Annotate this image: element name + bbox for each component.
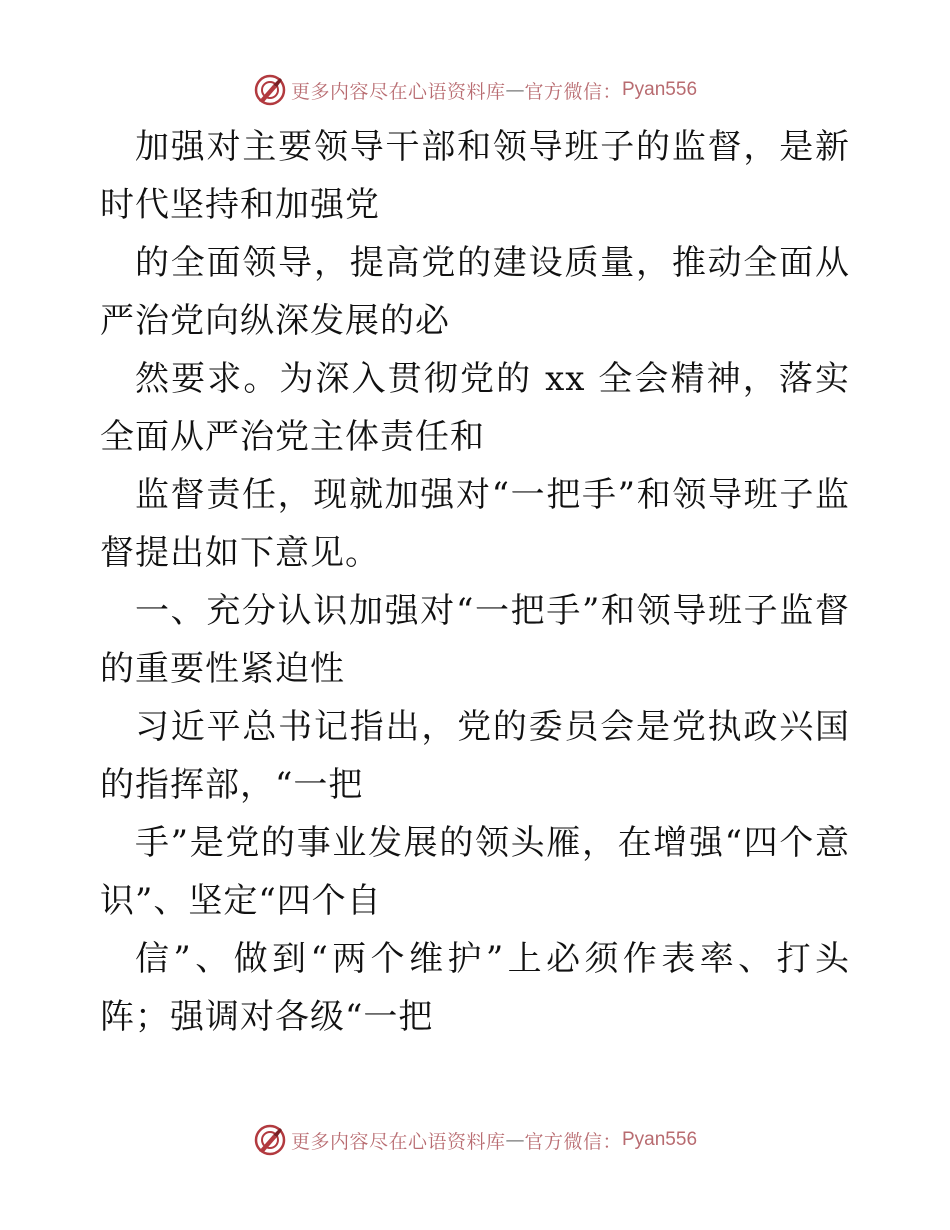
paragraph: 信”、做到“两个维护”上必须作表率、打头阵；强调对各级“一把 bbox=[100, 939, 850, 1037]
paragraph: 然要求。为深入贯彻党的 xx 全会精神，落实全面从严治党主体责任和 bbox=[100, 359, 850, 457]
footer-watermark bbox=[0, 1120, 950, 1160]
section-heading: 一、充分认识加强对“一把手”和领导班子监督的重要性紧迫性 bbox=[100, 591, 850, 689]
watermark-id: Pyan556 bbox=[622, 1129, 698, 1150]
paragraph: 手”是党的事业发展的领头雁，在增强“四个意识”、坚定“四个自 bbox=[100, 823, 850, 921]
pen-logo-icon bbox=[253, 73, 287, 107]
header-watermark bbox=[0, 70, 950, 110]
watermark-label: 官方微信： bbox=[524, 80, 622, 103]
watermark-separator: — bbox=[505, 79, 525, 101]
pen-logo-icon bbox=[253, 1123, 287, 1157]
watermark-label: 官方微信： bbox=[524, 1130, 622, 1153]
watermark-id: Pyan556 bbox=[622, 79, 698, 100]
paragraph: 习近平总书记指出，党的委员会是党执政兴国的指挥部，“一把 bbox=[100, 707, 850, 805]
watermark-text: 更多内容尽在心语资料库 bbox=[290, 1130, 506, 1153]
paragraph: 的全面领导，提高党的建设质量，推动全面从严治党向纵深发展的必 bbox=[100, 243, 850, 341]
watermark-separator: — bbox=[505, 1129, 525, 1151]
paragraph: 监督责任，现就加强对“一把手”和领导班子监督提出如下意见。 bbox=[100, 475, 850, 573]
document-body bbox=[100, 118, 850, 1046]
paragraph: 加强对主要领导干部和领导班子的监督，是新时代坚持和加强党 bbox=[100, 127, 850, 225]
watermark-text: 更多内容尽在心语资料库 bbox=[290, 80, 506, 103]
